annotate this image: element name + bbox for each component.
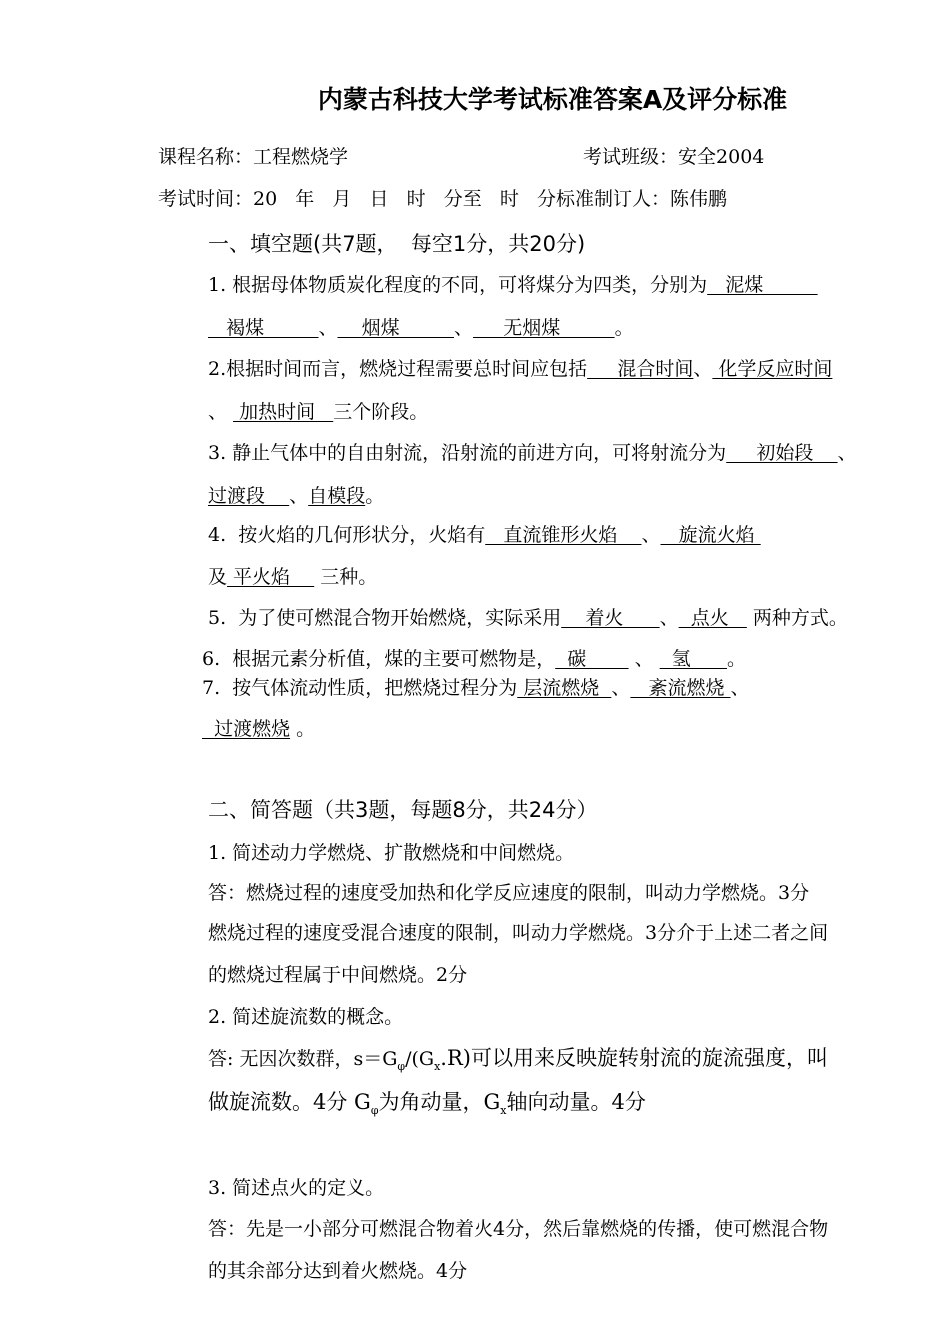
separator: 、 <box>611 677 631 699</box>
line-end: 三个阶段。 <box>333 401 429 423</box>
subscript-phi: φ <box>370 1103 379 1117</box>
s2-question-3: 3. 简述点火的定义。 <box>208 1177 385 1199</box>
q2-line1 <box>208 354 832 381</box>
q4-text: 4. 按火焰的几何形状分，火焰有 <box>208 524 486 546</box>
q7-line1 <box>202 673 750 700</box>
line-end: 。 <box>365 485 385 507</box>
q7-answer-3: 过渡燃烧 <box>202 718 291 740</box>
subscript-x: x <box>434 1059 441 1073</box>
q6-line <box>202 644 746 671</box>
answer-text: 为角动量，G <box>378 1090 501 1114</box>
course-value: 工程燃烧学 <box>253 146 349 168</box>
q2-answer-1: 混合时间 <box>587 358 694 380</box>
line-end: 。 <box>290 718 316 740</box>
q1-line2 <box>208 313 634 340</box>
q7-line2 <box>202 714 315 741</box>
separator: 、 <box>659 607 679 629</box>
q5-answer-2: 点火 <box>678 607 747 629</box>
q7-answer-1: 层流燃烧 <box>517 677 612 699</box>
s2-answer-2-line1 <box>208 1042 828 1073</box>
q4-answer-2: 旋流火焰 <box>660 524 761 546</box>
q2-line2 <box>208 397 428 424</box>
q3-line1 <box>208 438 857 465</box>
line-end: 两种方式。 <box>746 607 848 629</box>
q3-line2 <box>208 481 384 508</box>
q1-line1 <box>208 270 818 297</box>
q1-answer-3: 烟煤 <box>337 317 455 339</box>
q7-answer-2: 紊流燃烧 <box>630 677 731 699</box>
q1-answer-1: 泥煤 <box>707 274 818 296</box>
q4-line2 <box>208 562 377 589</box>
q6-text: 6. 根据元素分析值，煤的主要可燃物是， <box>202 648 556 670</box>
line-end: 。 <box>614 317 634 339</box>
section2-heading: 二、简答题（共3题，每题8分，共24分） <box>208 798 598 822</box>
q5-answer-1: 着火 <box>561 607 660 629</box>
q3-answer-3: 自模段 <box>308 485 366 507</box>
course-line <box>158 142 348 169</box>
subscript-phi: φ <box>397 1059 406 1073</box>
q1-answer-2: 褐煤 <box>208 317 319 339</box>
q1-text: 1. 根据母体物质炭化程度的不同，可将煤分为四类，分别为 <box>208 274 708 296</box>
answer-text: 做旋流数。4分 G <box>208 1090 371 1114</box>
separator: 、 <box>454 317 474 339</box>
q2-text: 2.根据时间而言，燃烧过程需要总时间应包括 <box>208 358 588 380</box>
s2-question-2: 2. 简述旋流数的概念。 <box>208 1006 404 1028</box>
class-label: 考试班级： <box>583 146 679 168</box>
q5-line <box>208 603 848 630</box>
q3-text: 3. 静止气体中的自由射流，沿射流的前进方向，可将射流分为 <box>208 442 727 464</box>
separator: 、 <box>289 485 309 507</box>
s2-answer-1-line2: 燃烧过程的速度受混合速度的限制，叫动力学燃烧。3分介于上述二者之间 <box>208 922 829 944</box>
q2-answer-3: 加热时间 <box>233 401 334 423</box>
separator: 、 <box>318 317 338 339</box>
line-end: 三种。 <box>314 566 378 588</box>
q5-text: 5. 为了使可燃混合物开始燃烧，实际采用 <box>208 607 562 629</box>
separator: 、 <box>693 358 713 380</box>
separator: 、 <box>641 524 661 546</box>
page-title: 内蒙古科技大学考试标准答案A及评分标准 <box>317 85 788 114</box>
q2-answer-2: 化学反应时间 <box>712 358 833 380</box>
class-value: 安全2004 <box>678 146 765 168</box>
s2-answer-1-line3: 的燃烧过程属于中间燃烧。2分 <box>208 964 468 986</box>
separator: 、 <box>208 401 234 423</box>
class-line <box>583 142 764 169</box>
separator: 、 <box>730 677 750 699</box>
answer-text: .R)可以用来反映旋转射流的旋流强度，叫 <box>440 1046 828 1070</box>
s2-answer-3-line2: 的其余部分达到着火燃烧。4分 <box>208 1260 468 1282</box>
answer-text: 轴向动量。4分 <box>506 1090 646 1114</box>
s2-answer-2-line2 <box>208 1086 646 1117</box>
separator: 、 <box>837 442 857 464</box>
separator: 、 <box>628 648 660 670</box>
exam-time-line: 考试时间：20 年 月 日 时 分至 时 分标准制订人：陈伟鹏 <box>158 188 728 210</box>
s2-answer-1-line1: 答：燃烧过程的速度受加热和化学反应速度的限制，叫动力学燃烧。3分 <box>208 882 810 904</box>
q7-text: 7. 按气体流动性质，把燃烧过程分为 <box>202 677 518 699</box>
line-end: 。 <box>727 648 747 670</box>
subscript-x: x <box>500 1103 507 1117</box>
q3-answer-1: 初始段 <box>726 442 838 464</box>
answer-text: /(G <box>405 1048 435 1070</box>
s2-question-1: 1. 简述动力学燃烧、扩散燃烧和中间燃烧。 <box>208 842 575 864</box>
q3-answer-2: 过渡段 <box>208 485 290 507</box>
q4-answer-1: 直流锥形火焰 <box>485 524 642 546</box>
answer-text: 答: 无因次数群，s＝G <box>208 1048 398 1070</box>
section1-heading: 一、填空题(共7题， 每空1分，共20分) <box>208 232 586 256</box>
course-label: 课程名称： <box>158 146 254 168</box>
line-lead: 及 <box>208 566 228 588</box>
q4-line1 <box>208 520 761 547</box>
q1-answer-4: 无烟煤 <box>473 317 615 339</box>
q6-answer-2: 氢 <box>659 648 727 670</box>
q4-answer-3: 平火焰 <box>227 566 315 588</box>
s2-answer-3-line1: 答：先是一小部分可燃混合物着火4分，然后靠燃烧的传播，使可燃混合物 <box>208 1218 829 1240</box>
q6-answer-1: 碳 <box>555 648 629 670</box>
